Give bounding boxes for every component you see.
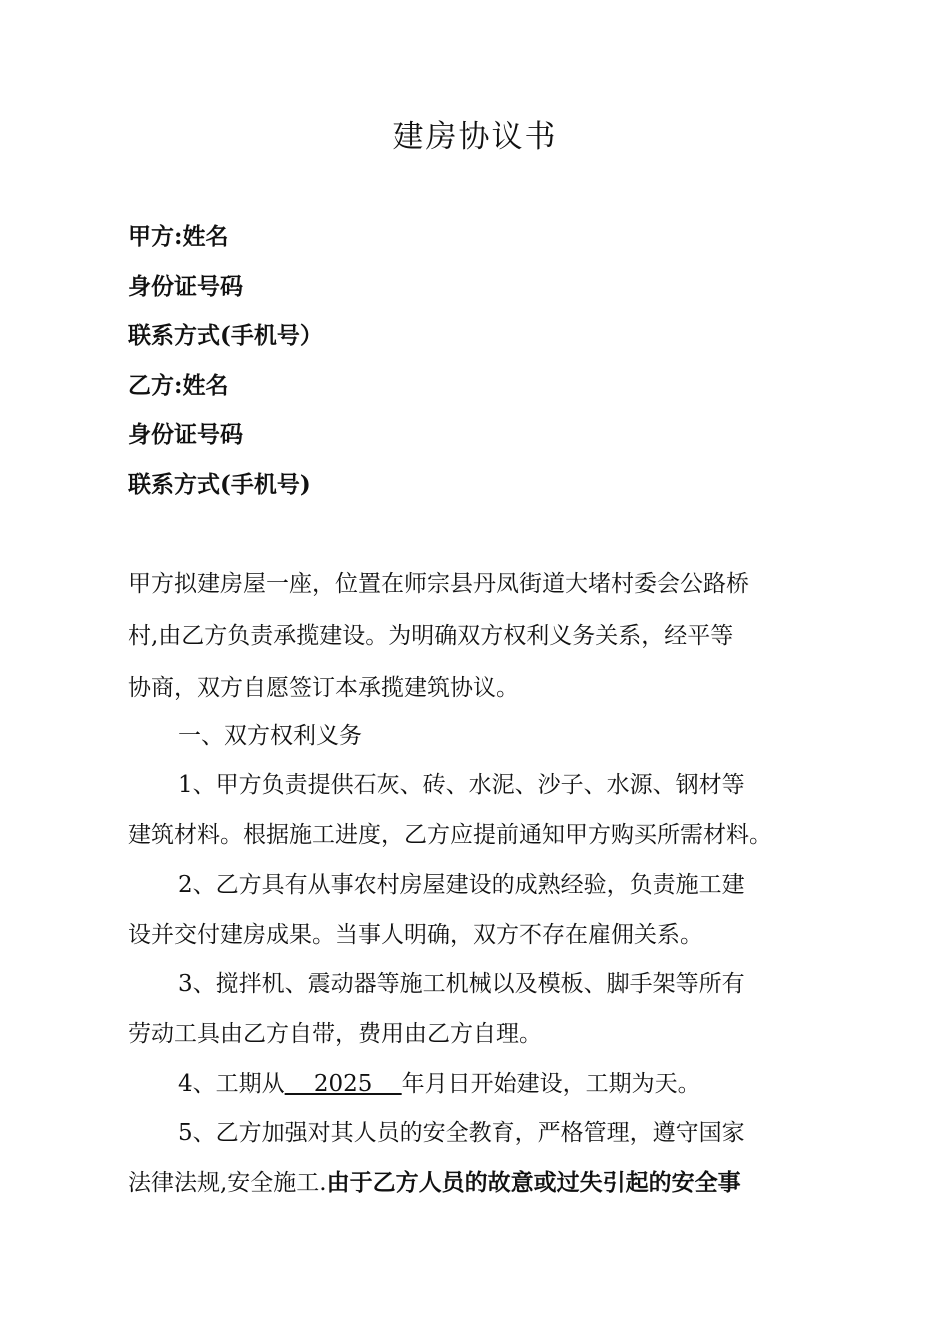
intro-line-3: 协商，双方自愿签订本承揽建筑协议。 — [128, 675, 519, 701]
intro-line-1: 甲方拟建房屋一座，位置在师宗县丹凤街道大堵村委会公路桥 — [128, 571, 749, 597]
party-b-contact: 联系方式(手机号) — [128, 471, 311, 498]
item-5-line-1: 5、乙方加强对其人员的安全教育，严格管理，遵守国家 — [178, 1120, 745, 1146]
item-2-line-1: 2、乙方具有从事农村房屋建设的成熟经验，负责施工建 — [178, 872, 745, 898]
party-a-name: 甲方:姓名 — [128, 223, 229, 250]
item-4-suffix: 年月日开始建设，工期为天。 — [401, 1071, 701, 1097]
intro-line-2: 村,由乙方负责承揽建设。为明确双方权利义务关系，经平等 — [128, 623, 734, 649]
item-4-line — [178, 1067, 701, 1101]
start-year-field: 2025 — [284, 1071, 402, 1097]
item-2-line-2: 设并交付建房成果。当事人明确，双方不存在雇佣关系。 — [128, 922, 703, 948]
party-b-id: 身份证号码 — [128, 421, 243, 448]
item-1-line-2: 建筑材料。根据施工进度，乙方应提前通知甲方购买所需材料。 — [128, 822, 772, 848]
party-b-name: 乙方:姓名 — [128, 372, 229, 399]
item-5-line-2 — [128, 1166, 741, 1200]
party-a-id: 身份证号码 — [128, 273, 243, 300]
section-1-heading: 一、双方权利义务 — [178, 723, 362, 749]
item-1-line-1: 1、甲方负责提供石灰、砖、水泥、沙子、水源、钢材等 — [178, 772, 745, 798]
item-5-normal-text: 法律法规,安全施工. — [128, 1170, 327, 1196]
party-a-contact: 联系方式(手机号） — [128, 322, 323, 349]
item-5-bold-text: 由于乙方人员的故意或过失引起的安全事 — [326, 1169, 741, 1196]
item-4-prefix: 4、工期从 — [178, 1071, 285, 1097]
item-3-line-1: 3、搅拌机、震动器等施工机械以及模板、脚手架等所有 — [178, 971, 745, 997]
page-title: 建房协议书 — [392, 119, 558, 155]
item-3-line-2: 劳动工具由乙方自带，费用由乙方自理。 — [128, 1021, 542, 1047]
